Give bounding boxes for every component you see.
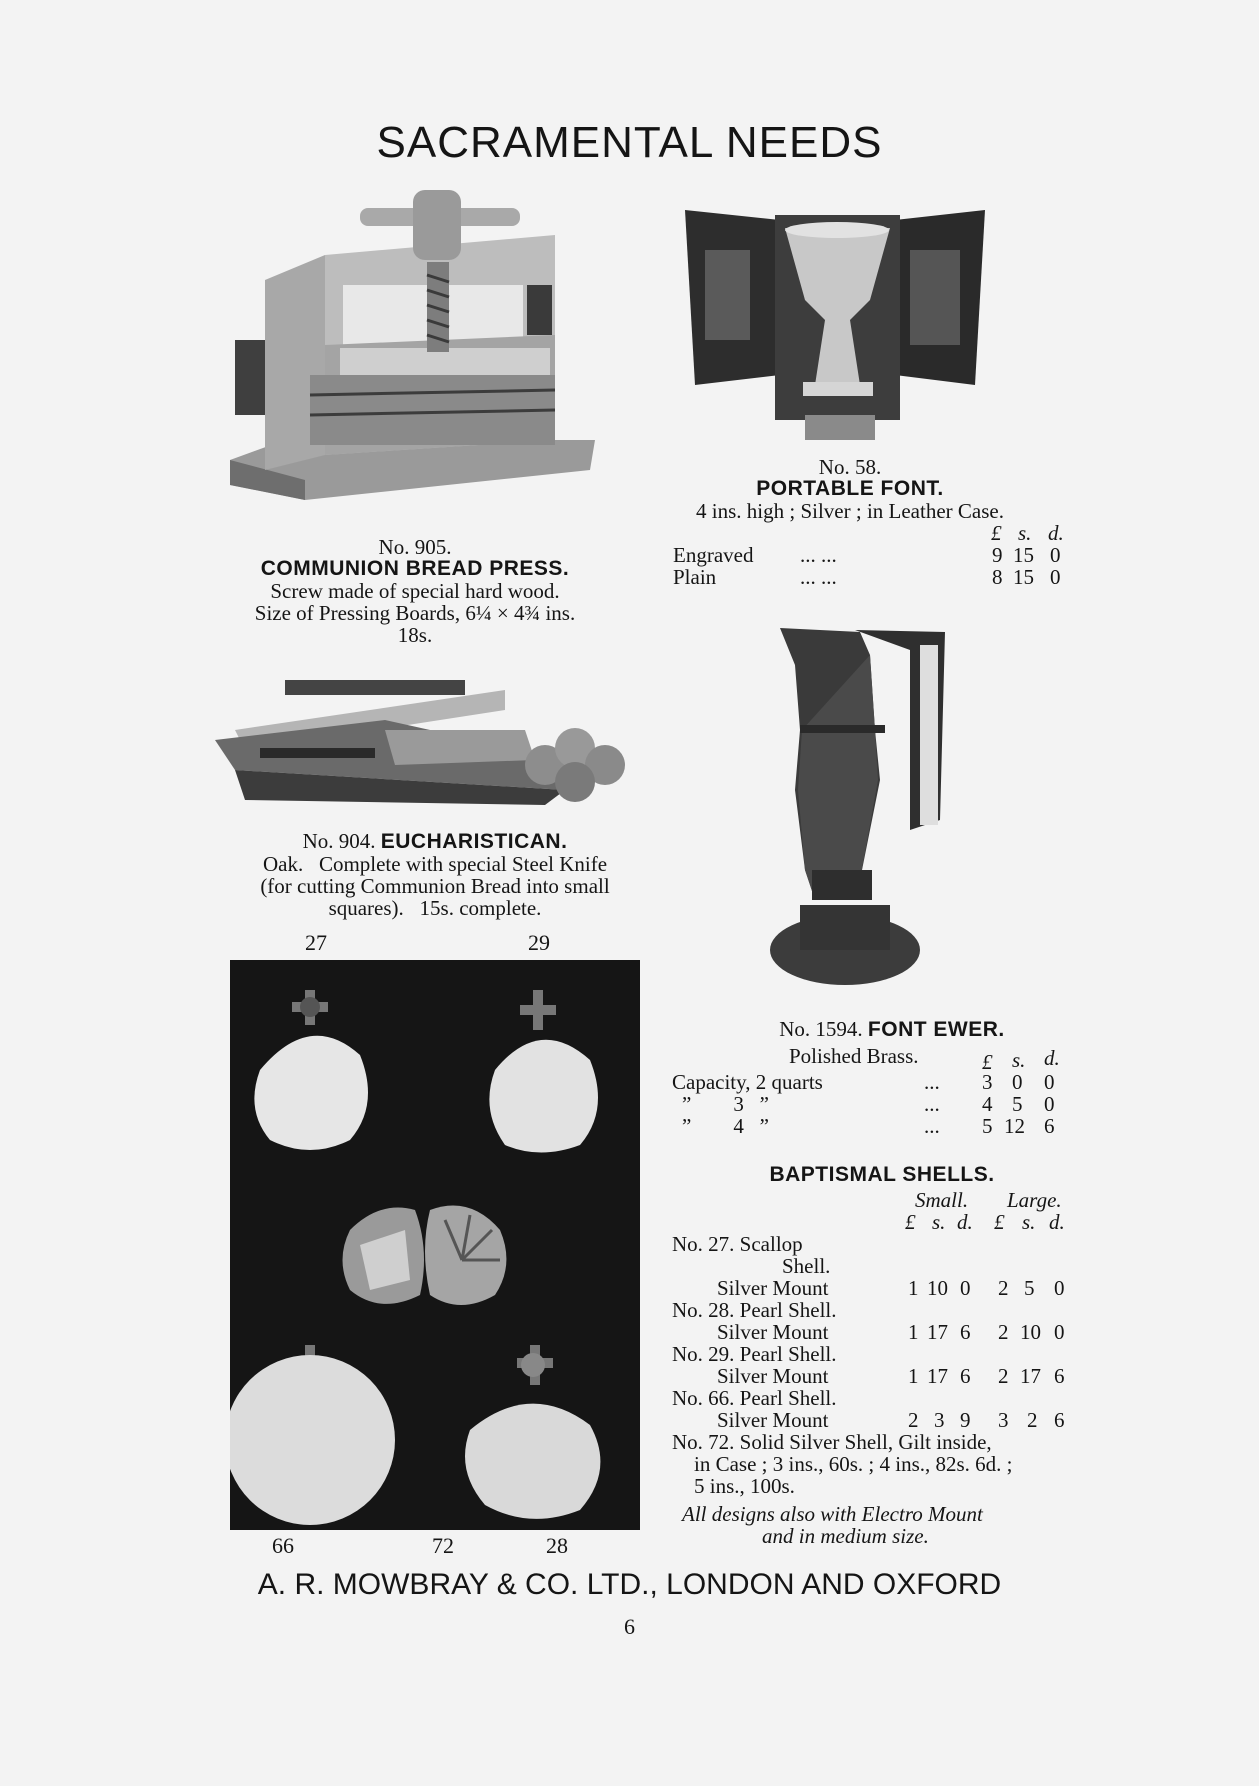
portable-font-currency-header: £ s. d. bbox=[991, 521, 1064, 545]
baptismal-shells-list bbox=[672, 1163, 1092, 1547]
shells-currency-header: £ s. d. £ s. d. bbox=[905, 1210, 1065, 1234]
portable-font-caption bbox=[630, 456, 1070, 588]
shell-label-72: 72 bbox=[432, 1533, 454, 1558]
shell-item-prices: Silver Mount 1 17 6 2 17 6 bbox=[717, 1364, 1065, 1388]
portable-font-number: No. 58. bbox=[818, 455, 882, 479]
shell-item-title: No. 66. Pearl Shell. bbox=[672, 1386, 837, 1410]
portable-font-desc: 4 ins. high ; Silver ; in Leather Case. bbox=[696, 499, 1004, 523]
shell-item-prices: Silver Mount 2 3 9 3 2 6 bbox=[717, 1408, 1065, 1432]
font-ewer-caption bbox=[672, 1018, 1082, 1137]
shells-size-header: Small. Large. bbox=[915, 1188, 1062, 1212]
font-ewer-name: FONT EWER. bbox=[867, 1018, 1005, 1041]
bread-press-line1: Screw made of special hard wood. bbox=[270, 579, 560, 603]
bread-press-caption bbox=[195, 536, 635, 646]
font-ewer-number: No. 1594. bbox=[779, 1017, 863, 1041]
portable-font-row: Plain ... ... 8 15 0 bbox=[673, 565, 1061, 589]
shell-no72-line3: 5 ins., 100s. bbox=[694, 1474, 795, 1498]
shell-no72-line2: in Case ; 3 ins., 60s. ; 4 ins., 82s. 6d. ; bbox=[694, 1452, 1013, 1476]
font-ewer-row: ” 3 ” ... 4 5 0 bbox=[682, 1092, 1055, 1116]
portable-font-image bbox=[685, 210, 985, 450]
baptismal-shells-heading: BAPTISMAL SHELLS. bbox=[769, 1163, 995, 1186]
page-number: 6 bbox=[624, 1614, 635, 1639]
eucharistican-image bbox=[205, 670, 665, 820]
bread-press-price: 18s. bbox=[397, 623, 433, 647]
shell-item-title: No. 29. Pearl Shell. bbox=[672, 1342, 837, 1366]
shells-note-line1: All designs also with Electro Mount bbox=[682, 1502, 983, 1526]
bread-press-image bbox=[225, 190, 600, 510]
shell-item-title: No. 28. Pearl Shell. bbox=[672, 1298, 837, 1322]
portable-font-row: Engraved ... ... 9 15 0 bbox=[673, 543, 1061, 567]
eucharistican-line3: squares). 15s. complete. bbox=[328, 896, 542, 920]
portable-font-name: PORTABLE FONT. bbox=[756, 477, 944, 500]
eucharistican-name: EUCHARISTICAN. bbox=[380, 830, 568, 853]
font-ewer-material: Polished Brass. bbox=[789, 1044, 919, 1068]
shell-label-66: 66 bbox=[272, 1533, 294, 1558]
eucharistican-line1: Oak. Complete with special Steel Knife bbox=[262, 852, 608, 876]
shells-note-line2: and in medium size. bbox=[762, 1524, 929, 1548]
eucharistican-number: No. 904. bbox=[302, 829, 376, 853]
shell-label-29: 29 bbox=[528, 930, 550, 955]
font-ewer-image bbox=[760, 620, 960, 1000]
shell-no72-line1: No. 72. Solid Silver Shell, Gilt inside, bbox=[672, 1430, 992, 1454]
page-title: SACRAMENTAL NEEDS bbox=[376, 118, 883, 167]
eucharistican-line2: (for cutting Communion Bread into small bbox=[260, 874, 610, 898]
font-ewer-material-row: Polished Brass. £ s. d. bbox=[672, 1041, 1082, 1071]
shell-item-prices: Silver Mount 1 10 0 2 5 0 bbox=[717, 1276, 1065, 1300]
shell-label-27: 27 bbox=[305, 930, 327, 955]
shell-item-title2: Shell. bbox=[782, 1254, 831, 1278]
font-ewer-row: ” 4 ” ... 5 12 6 bbox=[682, 1114, 1055, 1138]
shell-label-28: 28 bbox=[546, 1533, 568, 1558]
publisher-footer: A. R. MOWBRAY & CO. LTD., LONDON AND OXFORD bbox=[257, 1568, 1002, 1601]
bread-press-name: COMMUNION BREAD PRESS. bbox=[260, 557, 570, 580]
eucharistican-title-line bbox=[195, 830, 675, 853]
shell-item-title: No. 27. Scallop bbox=[672, 1232, 803, 1256]
font-ewer-row: Capacity, 2 quarts ... 3 0 0 bbox=[672, 1070, 1055, 1094]
baptismal-shells-image bbox=[230, 960, 640, 1530]
bread-press-number: No. 905. bbox=[378, 535, 452, 559]
bread-press-line2: Size of Pressing Boards, 6¼ × 4¾ ins. bbox=[254, 601, 576, 625]
font-ewer-title-line bbox=[672, 1018, 1082, 1041]
shell-item-prices: Silver Mount 1 17 6 2 10 0 bbox=[717, 1320, 1065, 1344]
eucharistican-caption bbox=[195, 830, 675, 919]
